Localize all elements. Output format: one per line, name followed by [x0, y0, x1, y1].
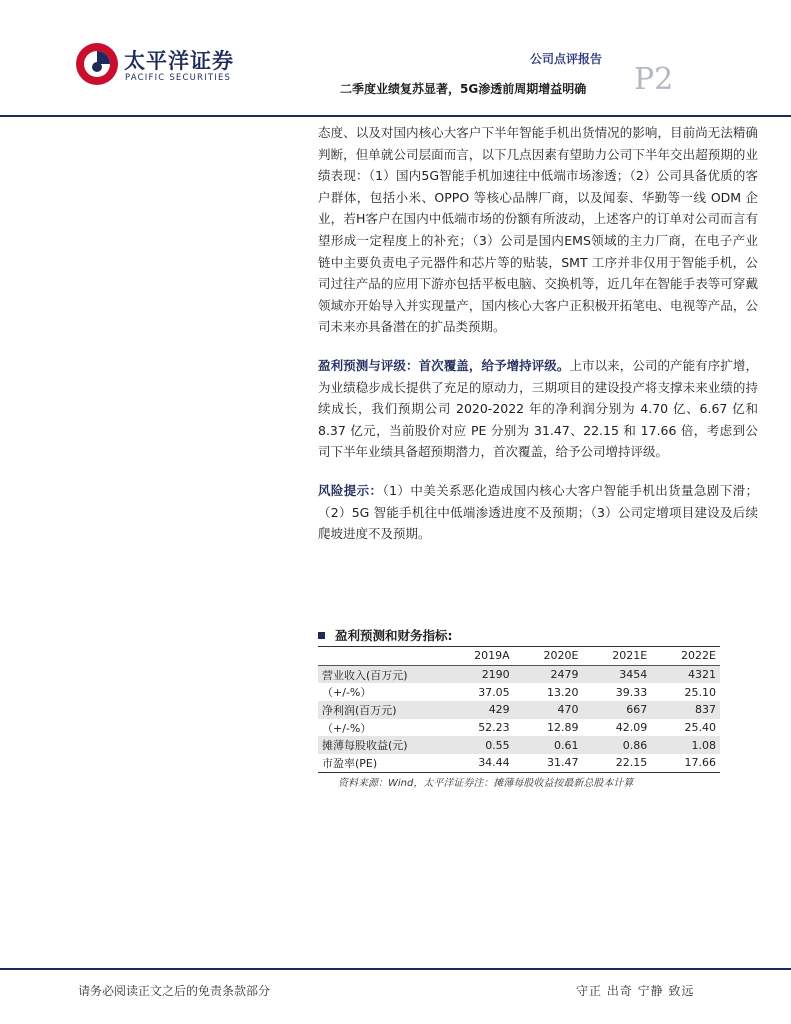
company-logo [74, 41, 234, 91]
table-row [318, 754, 720, 772]
table-row [318, 736, 720, 754]
financial-forecast-table [318, 646, 720, 773]
risk-lead: 风险提示： [318, 482, 383, 498]
table-cell: 17.66 [651, 754, 720, 772]
logo-english-name: PACIFIC SECURITIES [125, 73, 232, 83]
table-header-cell: 2020E [514, 647, 583, 666]
rating-text: 上市以来，公司的产能有序扩增，为业绩稳步成长提供了充足的原动力，三期项目的建设投产将支撑未来业绩的持续成长，我们预期公司 2020-2022 年的净利润分别为 4.70 亿、6.67 亿和 8.37 亿元，当前股价对应 PE 分别为 31.47、22.15 和 17.66 倍，考虑到公司下半年业绩具备超预期潜力，首次覆盖，给予公司增持评级。 [318, 357, 758, 460]
paragraph-outlook: 态度、以及对国内核心大客户下半年智能手机出货情况的影响，目前尚无法精确判断，但单就公司层面而言，以下几点因素有望助力公司下半年交出超预期的业绩表现：（1）国内5G智能手机加速往中低端市场渗透；（2）公司具备优质的客户群体，包括小米、OPPO 等核心品牌厂商，以及闻泰、华勤等一线 ODM 企业，若H客户在国内中低端市场的份额有所波动，上述客户的订单对公司而言有望形成一定程度上的补充；（3）公司是国内EMS领域的主力厂商，在电子产业链中主要负责电子元器件和芯片等的贴装，SMT 工序并非仅用于智能手机，公司过往产品的应用下游亦包括平板电脑、交换机等，近几年在智能手表等可穿戴领域亦开始导入并实现量产，国内核心大客户正积极开拓笔电、电视等产品，公司未来亦具备潜在的扩品类预期。 [318, 125, 758, 335]
table-cell: 42.09 [615, 721, 648, 735]
paragraph-risk [318, 480, 758, 545]
row-label: 市盈率(PE) [318, 754, 444, 772]
table-cell: 3454 [582, 665, 651, 683]
table-cell: 12.89 [546, 721, 579, 735]
table-cell: 0.55 [444, 736, 514, 754]
table-cell: 37.05 [478, 685, 510, 699]
table-cell: 34.44 [444, 754, 514, 772]
table-cell: 429 [444, 701, 514, 719]
table-row [318, 719, 720, 737]
table-cell: 0.61 [514, 736, 583, 754]
row-label: 摊薄每股收益(元) [318, 736, 444, 754]
table-row [318, 683, 720, 701]
table-cell: 667 [582, 701, 651, 719]
table-cell: 2190 [444, 665, 514, 683]
risk-text: （1）中美关系恶化造成国内核心大客户智能手机出货量急剧下滑；（2）5G 智能手机往中低端渗透进度不及预期；（3）公司定增项目建设及后续爬坡进度不及预期。 [318, 482, 758, 542]
report-body [318, 122, 758, 545]
table-cell: 25.10 [684, 685, 716, 699]
page-number: P2 [634, 62, 674, 97]
table-row [318, 701, 720, 719]
table-cell: 0.86 [582, 736, 651, 754]
rating-lead: 盈利预测与评级：首次覆盖，给予增持评级。 [318, 357, 570, 373]
table-header-row [318, 647, 720, 666]
table-title-text: 盈利预测和财务指标: [335, 628, 453, 643]
table-cell: 31.47 [514, 754, 583, 772]
table-cell: 13.20 [546, 685, 579, 699]
table-cell: 25.40 [684, 721, 716, 735]
report-type: 公司点评报告 [530, 52, 603, 66]
table-cell: 837 [651, 701, 720, 719]
table-header-cell: 2022E [651, 647, 720, 666]
header-divider [0, 115, 791, 117]
table-row [318, 665, 720, 683]
square-bullet-icon [318, 632, 325, 639]
table-cell: 22.15 [582, 754, 651, 772]
table-source-note: 资料来源：Wind，太平洋证券注：摊薄每股收益按最新总股本计算 [338, 778, 634, 789]
table-cell: 4321 [651, 665, 720, 683]
report-title: 二季度业绩复苏显著，5G渗透前周期增益明确 [340, 82, 587, 96]
paragraph-rating [318, 355, 758, 463]
table-header-label [318, 647, 444, 666]
row-label: （+/-%） [322, 721, 372, 735]
row-label: （+/-%） [322, 686, 372, 700]
logo-emblem-icon [74, 41, 120, 87]
table-cell: 39.33 [615, 685, 648, 699]
table-cell: 52.23 [478, 721, 510, 735]
footer-divider [0, 968, 791, 970]
footer-disclaimer: 请务必阅读正文之后的免责条款部分 [78, 984, 271, 998]
logo-chinese-name: 太平洋证券 [124, 49, 234, 73]
table-header-cell: 2019A [444, 647, 514, 666]
table-title [318, 626, 453, 644]
table-header-cell: 2021E [582, 647, 651, 666]
table-cell: 470 [514, 701, 583, 719]
row-label: 净利润(百万元) [318, 701, 444, 719]
table-cell: 2479 [514, 665, 583, 683]
table-cell: 1.08 [651, 736, 720, 754]
row-label: 营业收入(百万元) [318, 665, 444, 683]
footer-motto: 守正 出奇 宁静 致远 [576, 984, 695, 998]
